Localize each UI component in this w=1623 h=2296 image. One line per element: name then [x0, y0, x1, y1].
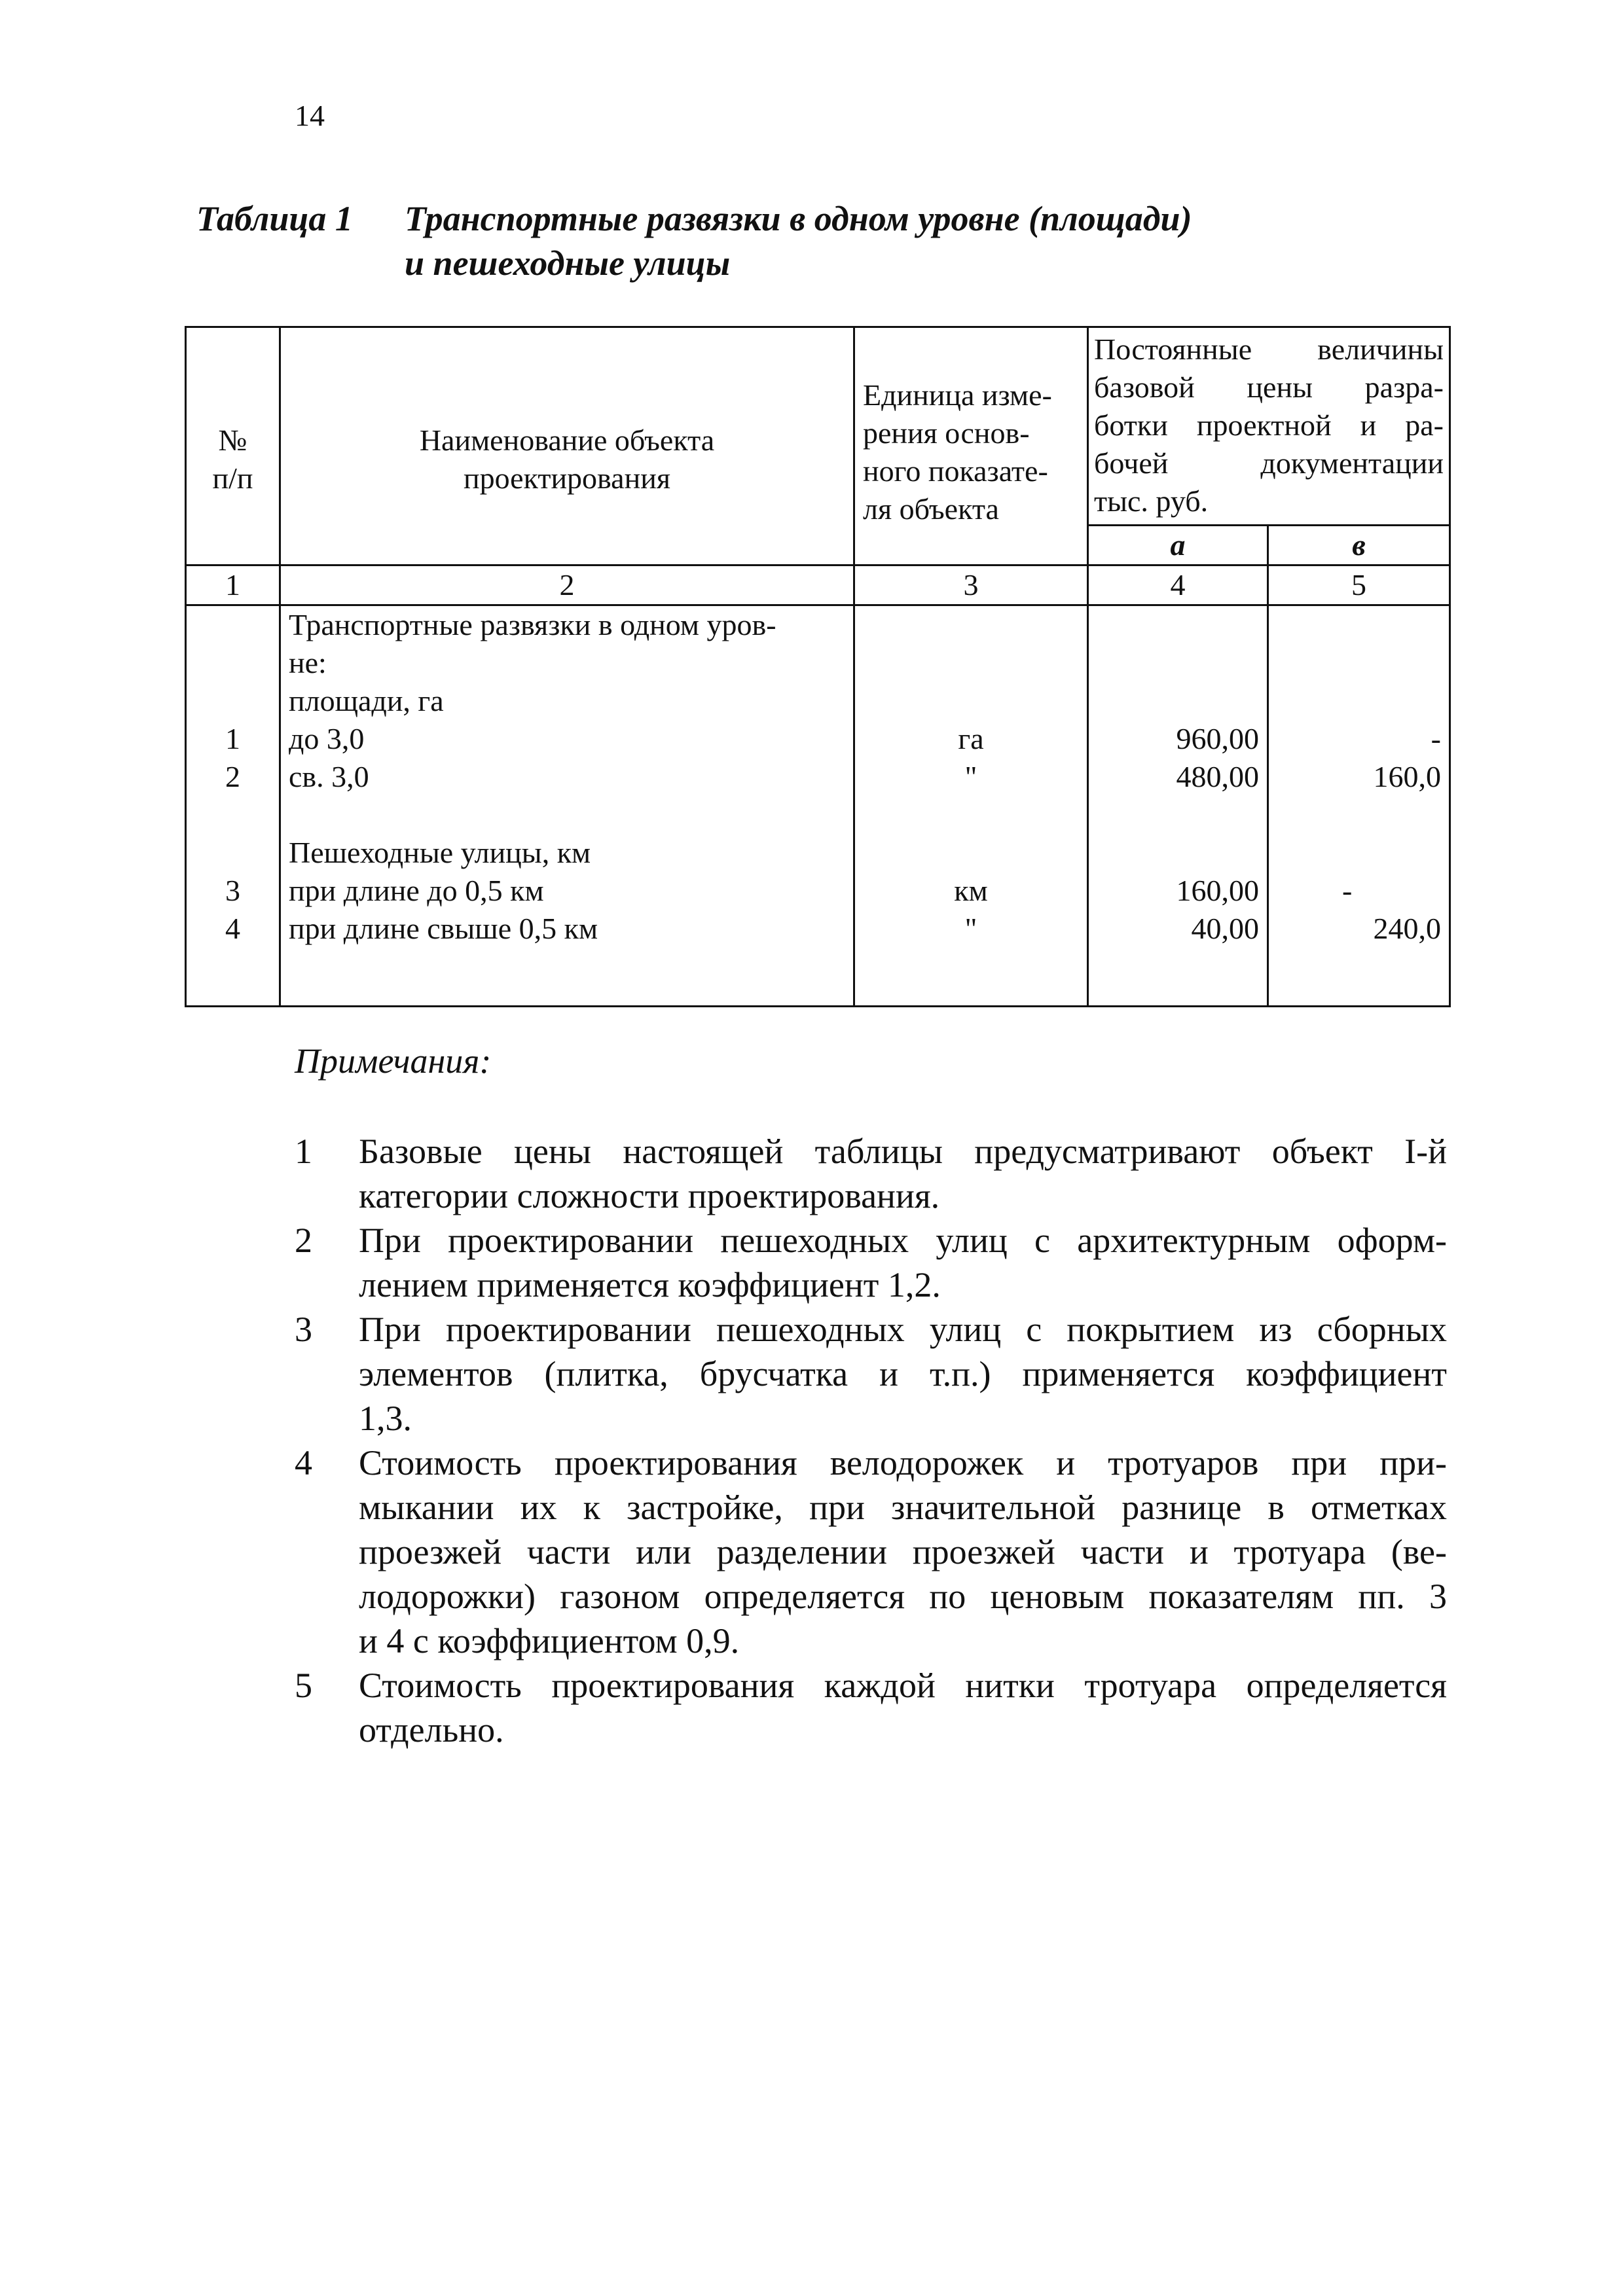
- note-line: отдельно.: [359, 1710, 504, 1749]
- group-subtitle: площади, га: [289, 684, 444, 717]
- row-value-b: -: [1431, 722, 1441, 755]
- group-title-cont: не:: [289, 646, 327, 679]
- row-value-b: 160,0: [1373, 760, 1441, 793]
- group-title: Пешеходные улицы, км: [289, 836, 591, 869]
- column-number: 5: [1268, 565, 1450, 605]
- row-values-a-cell: [1088, 605, 1268, 1007]
- column-number: 1: [186, 565, 280, 605]
- row-values-b-cell: [1268, 605, 1450, 1007]
- row-unit: ": [964, 912, 977, 945]
- note-line: и 4 с коэффициентом 0,9.: [359, 1621, 740, 1660]
- note-line: Базовые цены настоящей таблицы предусматривают объект I-й: [359, 1132, 1447, 1171]
- row-names-cell: [280, 605, 854, 1007]
- note-line: элементов (плитка, брусчатка и т.п.) применяется коэффициент: [359, 1354, 1447, 1393]
- row-name: при длине до 0,5 км: [289, 874, 544, 907]
- header-constant-values: Постоянные величины базовой цены разра- ботки проектной и ра- бочей документации тыс. руб.: [1088, 327, 1450, 526]
- note-line: При проектировании пешеходных улиц с покрытием из сборных: [359, 1310, 1447, 1349]
- note-number: 5: [295, 1666, 312, 1705]
- notes-list: [295, 1129, 1447, 1752]
- column-number: 2: [280, 565, 854, 605]
- caption-label: Таблица 1: [196, 199, 353, 238]
- note-line: Стоимость проектирования каждой нитки тротуара определяется: [359, 1666, 1447, 1705]
- row-number: 1: [225, 722, 240, 755]
- note-number: 4: [295, 1443, 312, 1482]
- note-number: 3: [295, 1310, 312, 1349]
- row-number: 3: [225, 874, 240, 907]
- note-number: 2: [295, 1221, 312, 1260]
- caption-title-line-1: Транспортные развязки в одном уровне (площади): [405, 199, 1192, 238]
- column-number: 4: [1088, 565, 1268, 605]
- header-number: № п/п: [186, 327, 280, 565]
- note-line: лением применяется коэффициент 1,2.: [359, 1265, 941, 1304]
- row-name: св. 3,0: [289, 760, 369, 793]
- column-number-row: [186, 565, 1450, 605]
- column-number: 3: [854, 565, 1088, 605]
- notes-title: Примечания:: [295, 1041, 492, 1081]
- note-number: 1: [295, 1132, 312, 1171]
- header-unit: Единица изме- рения основ- ного показате- ля объекта: [854, 327, 1088, 565]
- header-sub-b: в: [1268, 526, 1450, 565]
- table-header-row: [186, 327, 1450, 526]
- note-line: лодорожки) газоном определяется по ценовым показателям пп. 3: [359, 1577, 1447, 1616]
- note-line: 1,3.: [359, 1399, 412, 1438]
- note-line: При проектировании пешеходных улиц с архитектурным оформ-: [359, 1221, 1447, 1260]
- row-value-a: 960,00: [1176, 722, 1259, 755]
- note-item: [295, 1218, 1447, 1307]
- row-number: 4: [225, 912, 240, 945]
- group-title: Транспортные развязки в одном уров-: [289, 608, 776, 641]
- header-object-name: Наименование объекта проектирования: [280, 327, 854, 565]
- note-line: мыкании их к застройке, при значительной разнице в отметках: [359, 1488, 1447, 1527]
- row-value-b: -: [1342, 874, 1353, 907]
- row-unit: га: [958, 722, 984, 755]
- row-value-a: 480,00: [1176, 760, 1259, 793]
- price-table: [185, 326, 1451, 1007]
- row-value-a: 40,00: [1191, 912, 1259, 945]
- table-body-row: [186, 605, 1450, 1007]
- row-unit: ": [964, 760, 977, 793]
- row-unit: км: [954, 874, 988, 907]
- row-numbers-cell: [186, 605, 280, 1007]
- row-value-a: 160,00: [1176, 874, 1259, 907]
- note-line: проезжей части или разделении проезжей части и тротуара (ве-: [359, 1532, 1447, 1571]
- page-number: 14: [295, 99, 325, 132]
- note-item: [295, 1663, 1447, 1752]
- row-name: до 3,0: [289, 722, 365, 755]
- caption-title: [405, 196, 1387, 285]
- row-units-cell: [854, 605, 1088, 1007]
- header-sub-a: а: [1088, 526, 1268, 565]
- caption-title-line-2: и пешеходные улицы: [405, 243, 731, 283]
- row-value-b: 240,0: [1373, 912, 1441, 945]
- row-name: при длине свыше 0,5 км: [289, 912, 598, 945]
- row-number: 2: [225, 760, 240, 793]
- note-item: [295, 1129, 1447, 1218]
- note-line: Стоимость проектирования велодорожек и тротуаров при при-: [359, 1443, 1447, 1482]
- note-item: [295, 1307, 1447, 1441]
- note-item: [295, 1441, 1447, 1663]
- note-line: категории сложности проектирования.: [359, 1176, 940, 1215]
